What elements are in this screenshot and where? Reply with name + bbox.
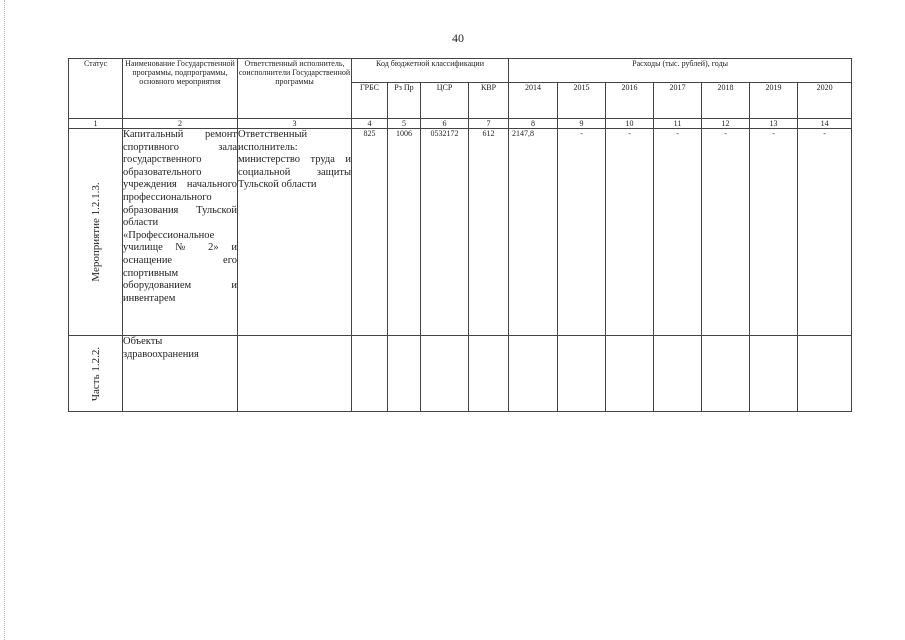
status-cell	[69, 336, 123, 412]
column-number: 12	[702, 119, 750, 129]
expense-2016: -	[606, 129, 654, 336]
header-year-2016: 2016	[606, 83, 654, 119]
expense-2020	[798, 336, 852, 412]
column-number: 8	[509, 119, 558, 129]
expense-2015: -	[558, 129, 606, 336]
table-row	[69, 336, 852, 412]
header-responsible: Ответственный исполнитель, соисполнители Государственной программы	[238, 59, 352, 119]
header-year-2014: 2014	[509, 83, 558, 119]
expense-2015	[558, 336, 606, 412]
kvr-value	[469, 336, 509, 412]
header-code-kvr: КВР	[469, 83, 509, 119]
header-status: Статус	[69, 59, 123, 119]
header-year-2018: 2018	[702, 83, 750, 119]
csr-value	[421, 336, 469, 412]
rzpr-value	[388, 336, 421, 412]
header-budget-code: Код бюджетной классификации	[352, 59, 509, 83]
column-number: 9	[558, 119, 606, 129]
header-code-csr: ЦСР	[421, 83, 469, 119]
expense-2018: -	[702, 129, 750, 336]
column-number: 10	[606, 119, 654, 129]
column-number: 1	[69, 119, 123, 129]
csr-value: 0532172	[421, 129, 469, 336]
column-number: 7	[469, 119, 509, 129]
status-cell	[69, 129, 123, 336]
header-name: Наименование Государственной программы, подпрограммы, основного мероприятия	[123, 59, 238, 119]
header-expenses: Расходы (тыс. рублей), годы	[509, 59, 852, 83]
header-year-2017: 2017	[654, 83, 702, 119]
expense-2019	[750, 336, 798, 412]
header-code-rzpr: Рз Пр	[388, 83, 421, 119]
program-expenses-table	[68, 58, 852, 412]
status-label: Часть 1.2.2.	[89, 346, 102, 401]
grbs-value: 825	[352, 129, 388, 336]
column-number: 6	[421, 119, 469, 129]
expense-2017	[654, 336, 702, 412]
column-number: 3	[238, 119, 352, 129]
column-number: 11	[654, 119, 702, 129]
measure-name: Объекты здравоохранения	[123, 336, 238, 412]
expense-2014: 2147,8	[509, 129, 558, 336]
column-number: 4	[352, 119, 388, 129]
measure-name: Капитальный ремонт спортивного зала государственного образовательного учреждения начального профессионального образования Тульской области «Профессиональное училище № 2» и оснащение его спортивным оборудованием и инвентарем	[123, 129, 238, 336]
column-number: 5	[388, 119, 421, 129]
header-code-grbs: ГРБС	[352, 83, 388, 119]
kvr-value: 612	[469, 129, 509, 336]
expense-2020: -	[798, 129, 852, 336]
column-number: 13	[750, 119, 798, 129]
table-row	[69, 129, 852, 336]
expense-2016	[606, 336, 654, 412]
status-label: Мероприятие 1.2.1.3.	[89, 182, 102, 282]
header-year-2020: 2020	[798, 83, 852, 119]
column-number: 14	[798, 119, 852, 129]
column-number: 2	[123, 119, 238, 129]
expense-2018	[702, 336, 750, 412]
page-number: 40	[452, 31, 464, 45]
margin-dotted-line	[4, 0, 5, 640]
header-year-2019: 2019	[750, 83, 798, 119]
responsible-executor	[238, 336, 352, 412]
responsible-executor: Ответственный исполнитель: министерство труда и социальной защиты Тульской области	[238, 129, 352, 336]
header-year-2015: 2015	[558, 83, 606, 119]
grbs-value	[352, 336, 388, 412]
rzpr-value: 1006	[388, 129, 421, 336]
expense-2019: -	[750, 129, 798, 336]
expense-2014	[509, 336, 558, 412]
expense-2017: -	[654, 129, 702, 336]
